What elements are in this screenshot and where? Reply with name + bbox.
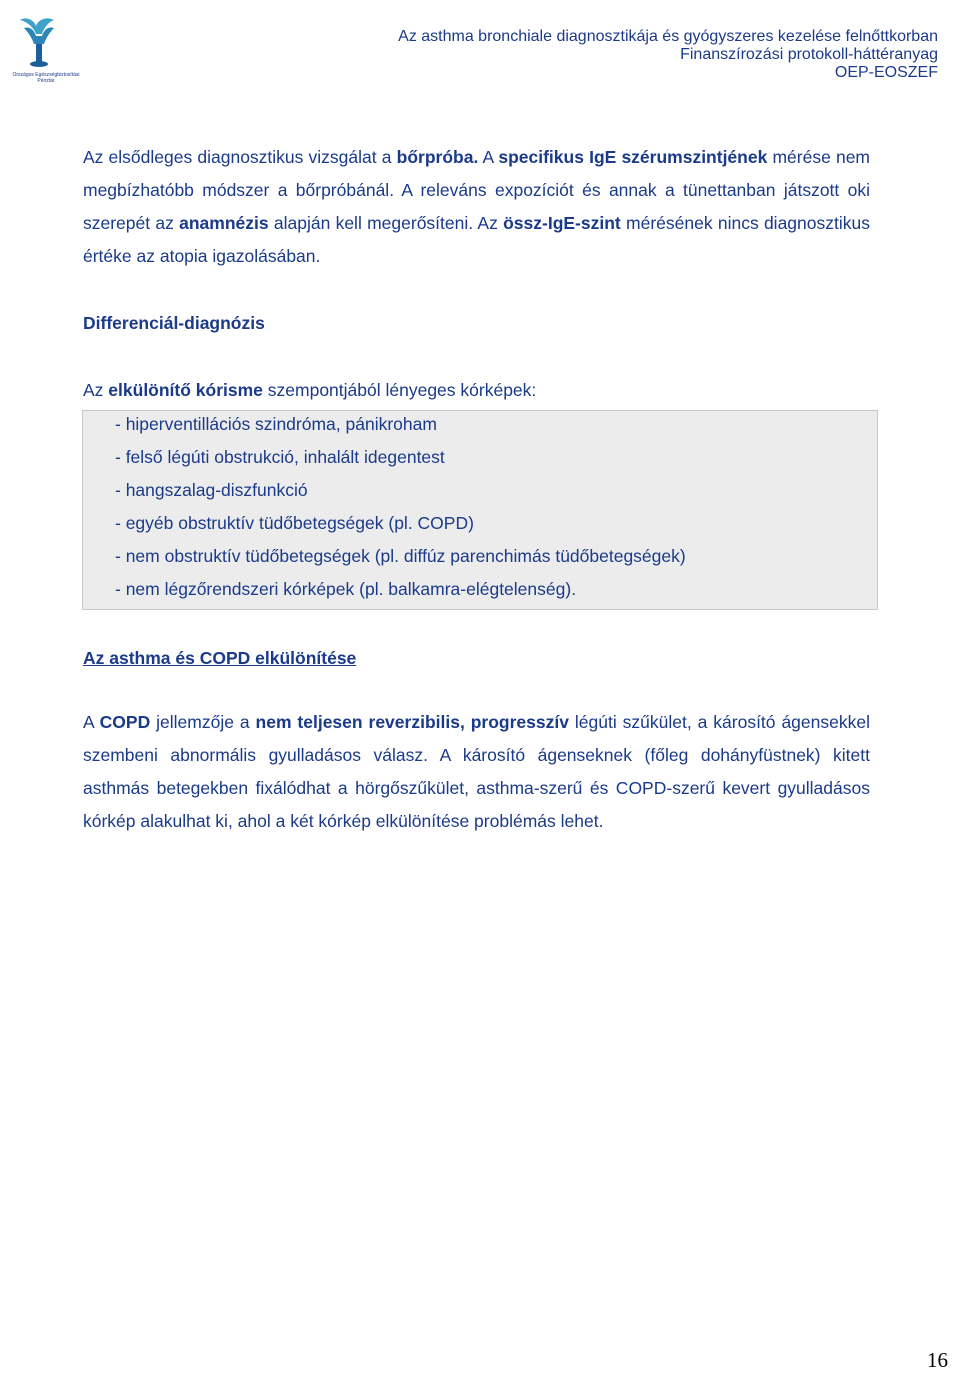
list-item: - hiperventillációs szindróma, pánikroham	[115, 414, 437, 434]
header-organization: OEP-EOSZEF	[834, 64, 938, 81]
section-heading-asthma-copd: Az asthma és COPD elkülönítése	[83, 648, 357, 668]
paragraph-differential-intro: Az elkülönítő kórisme szempontjából lényeges kórképek:	[83, 380, 537, 400]
list-item: - egyéb obstruktív tüdőbetegségek (pl. COPD)	[115, 513, 474, 533]
header-title: Az asthma bronchiale diagnosztikája és gyógyszeres kezelése felnőttkorban	[398, 28, 938, 45]
header-subtitle: Finanszírozási protokoll-háttéranyag	[680, 46, 938, 63]
running-header	[398, 28, 938, 82]
list-item: - nem obstruktív tüdőbetegségek (pl. diffúz parenchimás tüdőbetegségek)	[115, 546, 686, 566]
term-borproba: bőrpróba.	[396, 147, 479, 167]
list-item: - hangszalag-diszfunkció	[115, 480, 308, 500]
differential-list-box	[82, 410, 878, 610]
term-elkulonito-korisme: elkülönítő kórisme	[108, 380, 263, 400]
term-anamnezis: anamnézis	[179, 213, 269, 233]
logo-text: Országos Egészségbiztosítási Pénztár	[12, 72, 80, 84]
paragraph-diagnostics: Az elsődleges diagnosztikus vizsgálat a bőrpróba. A specifikus IgE szérumszintjének mérése nem megbízhatóbb módszer a bőrpróbánál. A releváns expozíciót és annak a tünettanban játszott oki szerepét az anamnézis alapján kell megerősíteni. Az össz-IgE-szint mérésének nincs diagnosztikus értéke az atopia igazolásában.	[83, 147, 870, 266]
term-ossz-ige: össz-IgE-szint	[503, 213, 621, 233]
list-item: - nem légzőrendszeri kórképek (pl. balkamra-elégtelenség).	[115, 579, 577, 599]
term-nem-reverzibilis: nem teljesen reverzibilis, progresszív	[255, 712, 569, 732]
oep-logo	[6, 14, 80, 84]
section-heading-differencial: Differenciál-diagnózis	[83, 313, 265, 333]
paragraph-asthma-copd: A COPD jellemzője a nem teljesen reverzibilis, progresszív légúti szűkület, a károsító ágensekkel szembeni abnormális gyulladásos válasz. A károsító ágenseknek (főleg dohányfüstnek) kitett asthmás betegekben fixálódhat a hörgőszűkület, asthma-szerű és COPD-szerű kevert gyulladásos kórkép alakulhat ki, ahol a két kórkép elkülönítése problémás lehet.	[83, 712, 870, 831]
list-item: - felső légúti obstrukció, inhalált idegentest	[115, 447, 445, 467]
term-copd: COPD	[99, 712, 151, 732]
logo-emblem-icon	[6, 14, 72, 70]
term-specifikus-ige: specifikus IgE szérumszintjének	[498, 147, 768, 167]
page-number: 16	[927, 1348, 948, 1372]
